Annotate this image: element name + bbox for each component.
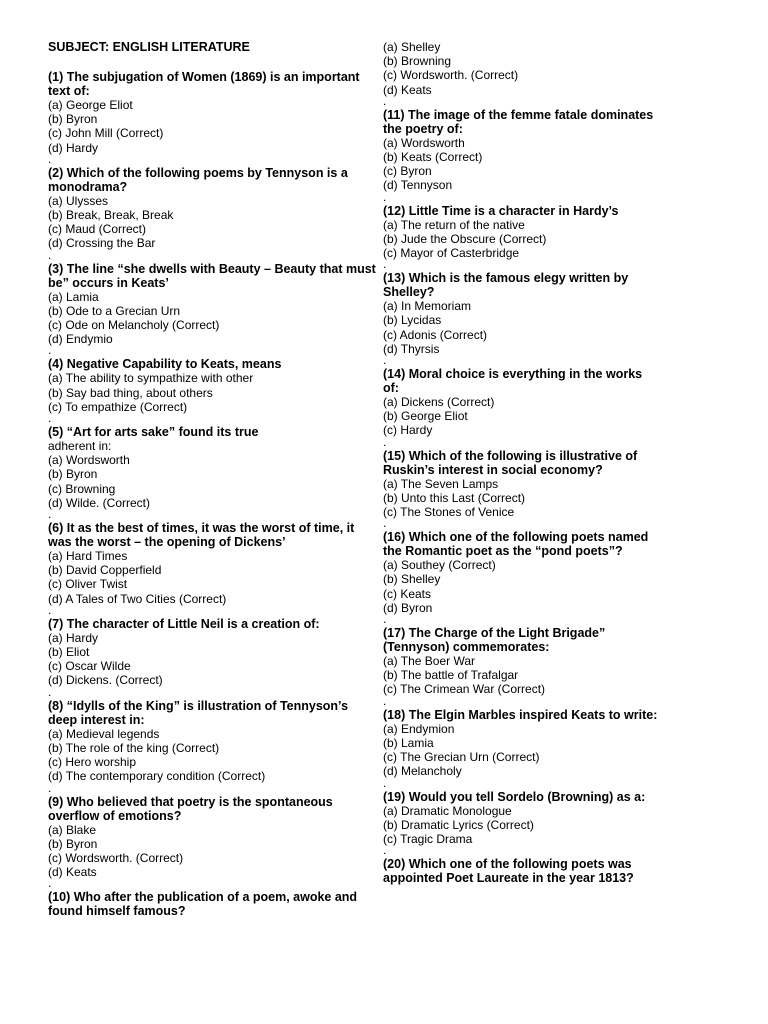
separator-dot: . [383, 353, 387, 368]
question-text: (13) Which is the famous elegy written by Shelley? [383, 271, 629, 300]
answer-option: (c) Mayor of Casterbridge [383, 246, 520, 261]
answer-option: (d) Wilde. (Correct) [48, 495, 151, 510]
answer-option: (a) Lamia [48, 289, 99, 304]
question-text: (5) “Art for arts sake” found its true [48, 425, 259, 440]
question-block [48, 425, 378, 522]
question-text: (2) Which of the following poems by Tennyson is a monodrama? [48, 165, 348, 194]
question-text: (8) “Idylls of the King” is illustration of Tennyson’s deep interest in: [48, 698, 349, 727]
separator-dot: . [48, 343, 52, 358]
answer-option: (b) Byron [48, 467, 98, 482]
answer-option: (b) Browning [383, 54, 452, 69]
separator-dot: . [48, 684, 52, 699]
answer-option: (c) Maud (Correct) [48, 222, 147, 237]
question-text: (4) Negative Capability to Keats, means [48, 357, 282, 372]
question-block [48, 70, 378, 166]
answer-option: (c) Browning [48, 481, 116, 496]
answer-option: (b) Lamia [383, 735, 434, 750]
answer-option: (a) Shelley [383, 40, 441, 54]
question-text: (10) Who after the publication of a poem, awoke and found himself famous? [48, 890, 358, 919]
question-text: (16) Which one of the following poets named the Romantic poet as the “pond poets”? [383, 530, 649, 559]
question-block [383, 857, 658, 885]
answer-option: (b) Byron [48, 836, 98, 851]
answer-option: adherent in: [48, 439, 112, 454]
question-block [48, 357, 378, 426]
separator-dot: . [48, 602, 52, 617]
answer-option: (d) Keats [48, 865, 97, 880]
answer-option: (d) Tennyson [383, 178, 453, 193]
answer-option: (b) George Eliot [383, 409, 468, 424]
question-block [383, 789, 658, 858]
answer-option: (a) The return of the native [383, 217, 525, 232]
answer-option: (d) Endymio [48, 332, 113, 347]
separator-dot: . [383, 843, 387, 858]
answer-option: (c) The Crimean War (Correct) [383, 682, 546, 697]
question-block [383, 203, 658, 272]
answer-option: (a) Blake [48, 822, 97, 837]
question-block [48, 890, 378, 918]
separator-dot: . [48, 247, 52, 262]
question-block [383, 107, 658, 204]
answer-option: (a) In Memoriam [383, 299, 472, 314]
separator-dot: . [383, 516, 387, 531]
question-block [383, 448, 658, 531]
answer-option: (a) Hardy [48, 630, 99, 645]
question-block [48, 521, 378, 617]
answer-option: (a) Dickens (Correct) [383, 395, 495, 410]
answer-option: (c) The Grecian Urn (Correct) [383, 750, 540, 765]
answer-option: (a) The Boer War [383, 654, 476, 669]
answer-option: (d) Crossing the Bar [48, 236, 156, 251]
answer-option: (d) The contemporary condition (Correct) [48, 769, 266, 784]
question-text: (11) The image of the femme fatale dominates the poetry of: [383, 107, 654, 136]
question-block [383, 530, 658, 627]
question-block [48, 616, 378, 699]
question-block [383, 367, 658, 449]
question-text: (9) Who believed that poetry is the spontaneous overflow of emotions? [48, 794, 333, 823]
answer-option: (a) Wordsworth [383, 135, 465, 150]
question-text: (3) The line “she dwells with Beauty – Beauty that must be” occurs in Keats’ [48, 261, 376, 290]
answer-option: (b) Byron [48, 112, 98, 127]
question-text: (17) The Charge of the Light Brigade” (Tennyson) commemorates: [383, 626, 606, 655]
answer-option: (c) Tragic Drama [383, 831, 473, 846]
question-block [48, 698, 378, 795]
answer-option: (a) Endymion [383, 721, 455, 736]
answer-option: (c) Adonis (Correct) [383, 327, 488, 342]
answer-option: (d) Byron [383, 600, 433, 615]
answer-option: (c) Keats [383, 586, 432, 601]
answer-option: (b) Ode to a Grecian Urn [48, 303, 181, 318]
question-text: (19) Would you tell Sordelo (Browning) as a: [383, 789, 646, 804]
question-block [383, 40, 658, 108]
answer-option: (b) Break, Break, Break [48, 208, 174, 223]
answer-option: (d) Dickens. (Correct) [48, 673, 163, 688]
question-text: (20) Which one of the following poets was appointed Poet Laureate in the year 1813? [383, 857, 634, 886]
answer-option: (d) Hardy [48, 140, 99, 155]
separator-dot: . [48, 411, 52, 426]
answer-option: (c) To empathize (Correct) [48, 399, 188, 414]
question-text: (15) Which of the following is illustrative of Ruskin’s interest in social economy? [383, 448, 638, 477]
separator-dot: . [383, 434, 387, 449]
answer-option: (a) The ability to sympathize with other [48, 371, 254, 386]
answer-option: (a) Wordsworth [48, 453, 130, 468]
answer-option: (b) Lycidas [383, 313, 442, 328]
question-text: (18) The Elgin Marbles inspired Keats to write: [383, 707, 658, 722]
answer-option: (c) Hero worship [48, 755, 137, 770]
answer-option: (b) Jude the Obscure (Correct) [383, 231, 547, 246]
answer-option: (b) Eliot [48, 645, 90, 660]
answer-option: (d) Melancholy [383, 764, 462, 779]
answer-option: (b) Keats (Correct) [383, 150, 483, 165]
answer-option: (a) Hard Times [48, 549, 128, 564]
answer-option: (c) Byron [383, 164, 432, 179]
answer-option: (b) The role of the king (Correct) [48, 740, 220, 755]
answer-option: (c) Ode on Melancholy (Correct) [48, 318, 220, 333]
answer-option: (a) Dramatic Monologue [383, 803, 512, 818]
question-block [383, 707, 658, 790]
question-block [383, 626, 658, 708]
left-column [48, 40, 378, 918]
answer-option: (b) Say bad thing, about others [48, 385, 213, 400]
separator-dot: . [383, 775, 387, 790]
answer-option: (d) Thyrsis [383, 341, 440, 356]
separator-dot: . [48, 876, 52, 891]
question-text: (7) The character of Little Neil is a creation of: [48, 616, 320, 631]
question-text: (6) It as the best of times, it was the worst of time, it was the worst – the opening of Dickens’ [48, 521, 355, 550]
answer-option: (c) Wordsworth. (Correct) [383, 68, 519, 83]
separator-dot: . [383, 257, 387, 272]
question-block [48, 794, 378, 891]
separator-dot: . [48, 151, 52, 166]
question-block [48, 165, 378, 262]
subject-heading: SUBJECT: ENGLISH LITERATURE [48, 40, 250, 54]
answer-option: (a) Ulysses [48, 193, 109, 208]
question-text: (12) Little Time is a character in Hardy’s [383, 203, 619, 218]
answer-option: (c) Oscar Wilde [48, 659, 131, 674]
answer-option: (c) Wordsworth. (Correct) [48, 850, 184, 865]
answer-option: (c) The Stones of Venice [383, 505, 515, 520]
answer-option: (c) Hardy [383, 423, 433, 438]
answer-option: (b) Unto this Last (Correct) [383, 490, 526, 505]
separator-dot: . [48, 780, 52, 795]
separator-dot: . [383, 189, 387, 204]
separator-dot: . [383, 93, 387, 108]
answer-option: (a) Medieval legends [48, 726, 160, 741]
answer-option: (b) The battle of Trafalgar [383, 668, 519, 683]
answer-option: (b) Shelley [383, 572, 441, 587]
question-block [48, 261, 378, 358]
question-block [383, 271, 658, 368]
question-text: (14) Moral choice is everything in the works of: [383, 367, 643, 396]
answer-option: (a) George Eliot [48, 98, 133, 112]
answer-option: (a) Southey (Correct) [383, 558, 496, 573]
answer-option: (b) Dramatic Lyrics (Correct) [383, 817, 534, 832]
answer-option: (d) Keats [383, 82, 432, 97]
answer-option: (b) David Copperfield [48, 563, 162, 578]
separator-dot: . [383, 693, 387, 708]
right-column [383, 40, 658, 885]
answer-option: (d) A Tales of Two Cities (Correct) [48, 591, 227, 606]
separator-dot: . [383, 612, 387, 627]
answer-option: (a) The Seven Lamps [383, 476, 499, 491]
separator-dot: . [48, 507, 52, 522]
answer-option: (c) Oliver Twist [48, 577, 128, 592]
answer-option: (c) John Mill (Correct) [48, 126, 164, 141]
question-text: (1) The subjugation of Women (1869) is an important text of: [48, 70, 360, 98]
